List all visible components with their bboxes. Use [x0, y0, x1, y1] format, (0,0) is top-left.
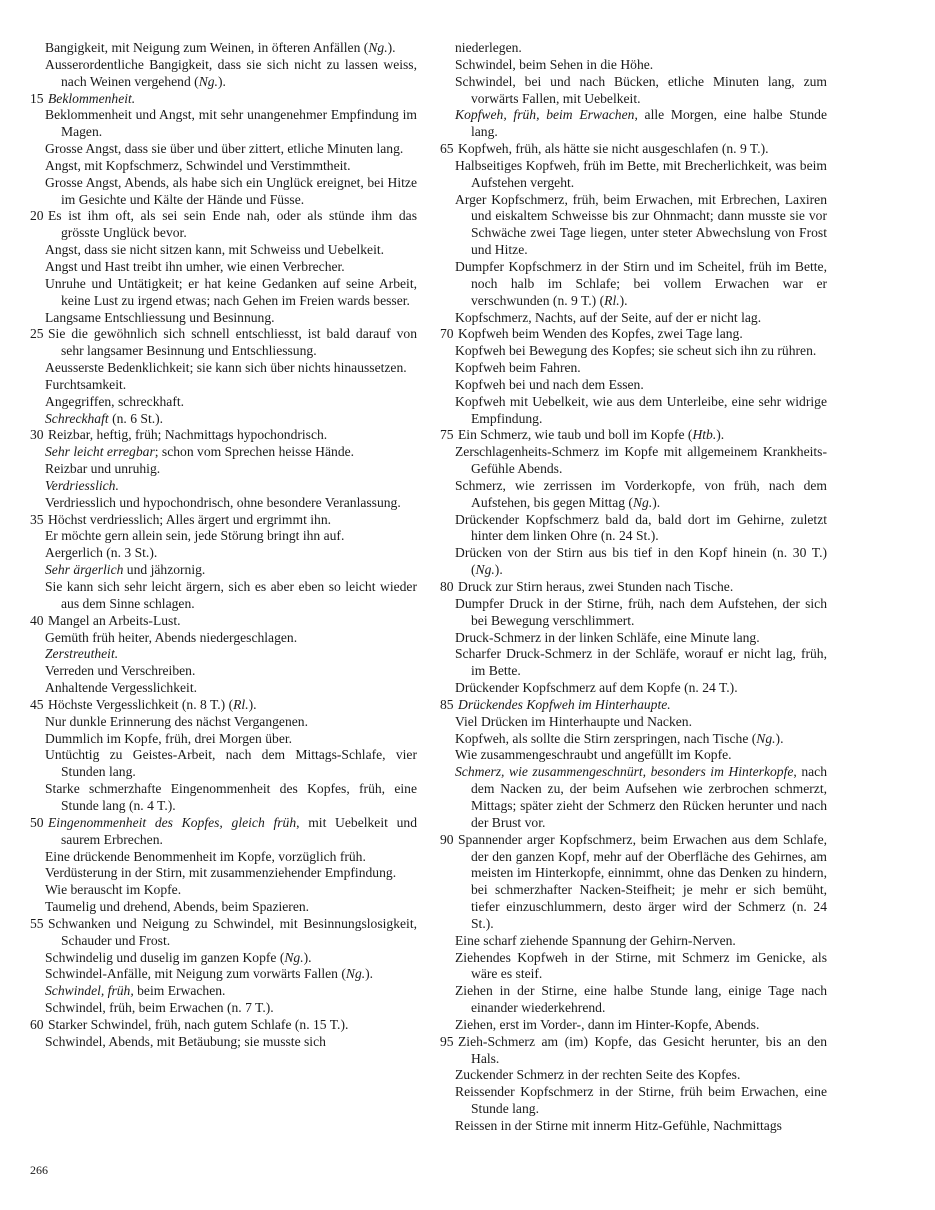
numbered-entry: [440, 141, 827, 158]
entry-text: niederlegen.: [455, 40, 522, 55]
entry-line: [440, 983, 827, 1017]
entry-line: [440, 512, 827, 546]
numbered-entry: [30, 91, 417, 108]
entry-text: Schwindel, beim Sehen in die Höhe.: [455, 56, 654, 72]
entry-number: 25: [30, 326, 44, 342]
entry-text: Scharfer Druck-Schmerz in der Schläfe, worauf er nicht lag, früh, im Bette.: [455, 646, 827, 679]
entry-number: 80: [440, 579, 454, 594]
entry-line: [440, 1084, 827, 1118]
entry-text: Furchtsamkeit.: [45, 376, 127, 392]
entry-text: Dummlich im Kopfe, früh, drei Morgen über.: [45, 730, 293, 746]
entry-text: Höchste Vergesslichkeit (n. 8 T.) (: [48, 696, 234, 712]
entry-text: beim Erwachen.: [133, 983, 226, 999]
entry-line: [30, 411, 417, 428]
entry-line: [30, 966, 417, 983]
entry-text: Schwindelig und duselig im ganzen Kopfe (: [45, 949, 285, 965]
italic-text: Ng.: [345, 966, 366, 982]
entry-text: ).: [217, 73, 226, 89]
numbered-entry: [30, 916, 417, 950]
entry-text: Kopfweh mit Uebelkeit, wie aus dem Unterleibe, eine sehr widrige Empfindung.: [455, 393, 827, 426]
entry-text: Kopfweh beim Fahren.: [455, 360, 581, 376]
entry-line: [30, 310, 417, 327]
entry-line: [440, 74, 827, 108]
entry-text: Mangel an Arbeits-Lust.: [48, 612, 181, 628]
entry-text: Aeusserste Bedenklichkeit; sie kann sich über nichts hinaussetzen.: [45, 360, 407, 376]
entry-text: Eine scharf ziehende Spannung der Gehirn-Nerven.: [455, 932, 736, 948]
entry-text: , nach dem Nacken zu, der beim Aufsehen wie zerbrochen schmerzt, Mittags; später zieht der Schmerz den Rücken herunter und nach der Brust vor.: [471, 764, 827, 830]
entry-text: Ziehen in der Stirne, eine halbe Stunde lang, einige Tage nach einander wiederkehrend.: [455, 983, 827, 1016]
entry-line: [440, 747, 827, 764]
entry-line: [440, 680, 827, 697]
entry-text: Reizbar und unruhig.: [45, 461, 161, 477]
numbered-entry: [30, 427, 417, 444]
entry-text: Zieh-Schmerz am (im) Kopfe, das Gesicht herunter, bis an den Hals.: [458, 1033, 827, 1066]
italic-text: Schwindel, früh,: [45, 983, 134, 999]
entry-text: Reissender Kopfschmerz in der Stirne, früh beim Erwachen, eine Stunde lang.: [455, 1084, 827, 1117]
numbered-entry: [30, 208, 417, 242]
entry-line: [30, 40, 417, 57]
entry-number: 70: [440, 326, 454, 342]
numbered-entry: [440, 427, 827, 444]
italic-text: Ng.: [632, 494, 653, 510]
right-column: [440, 40, 827, 1135]
entry-line: [30, 899, 417, 916]
entry-line: [30, 259, 417, 276]
entry-text: Kopfweh, früh, als hätte sie nicht ausgeschlafen (n. 9 T.).: [458, 141, 769, 157]
entry-line: [30, 579, 417, 613]
entry-text: Halbseitiges Kopfweh, früh im Bette, mit Brecherlichkeit, was beim Aufstehen vergeht.: [455, 157, 827, 190]
entry-text: ).: [716, 427, 725, 443]
numbered-entry: [30, 326, 417, 360]
entry-text: Zerschlagenheits-Schmerz im Kopfe mit allgemeinem Krankheits-Gefühle Abends.: [455, 444, 827, 477]
entry-text: Eine drückende Benommenheit im Kopfe, vorzüglich früh.: [45, 848, 366, 864]
entry-line: [30, 528, 417, 545]
entry-line: [30, 394, 417, 411]
entry-number: 90: [440, 831, 454, 847]
entry-text: Wie zusammengeschraubt und angefüllt im Kopfe.: [455, 747, 732, 763]
entry-text: Schwindel, früh, beim Erwachen (n. 7 T.).: [45, 1000, 274, 1016]
italic-text: Schreckhaft: [45, 410, 109, 426]
entry-line: [30, 276, 417, 310]
entry-text: ; schon vom Sprechen heisse Hände.: [154, 444, 355, 460]
entry-line: [440, 57, 827, 74]
entry-line: [440, 630, 827, 647]
entry-line: [30, 714, 417, 731]
entry-line: [440, 764, 827, 831]
entry-text: Untüchtig zu Geistes-Arbeit, nach dem Mittags-Schlafe, vier Stunden lang.: [45, 747, 417, 780]
entry-line: [30, 562, 417, 579]
entry-text: Drücken von der Stirn aus bis tief in den Kopf hinein (n. 30 T.) (: [455, 545, 827, 578]
entry-line: [30, 444, 417, 461]
entry-text: Verdüsterung in der Stirn, mit zusammenziehender Empfindung.: [45, 865, 397, 881]
entry-text: Es ist ihm oft, als sei sein Ende nah, oder als stünde ihm das grösste Unglück bevor.: [48, 208, 417, 241]
entry-text: Angegriffen, schreckhaft.: [45, 393, 185, 409]
entry-line: [440, 192, 827, 259]
entry-line: [30, 478, 417, 495]
entry-line: [30, 1000, 417, 1017]
entry-line: [440, 343, 827, 360]
entry-text: Kopfschmerz, Nachts, auf der Seite, auf der er nicht lag.: [455, 309, 762, 325]
entry-line: [30, 461, 417, 478]
entry-text: Ein Schmerz, wie taub und boll im Kopfe (: [458, 427, 693, 443]
entry-line: [30, 865, 417, 882]
entry-line: [30, 630, 417, 647]
italic-text: Drückendes Kopfweh im Hinterhaupte.: [458, 696, 671, 712]
entry-line: [440, 596, 827, 630]
entry-text: Zuckender Schmerz in der rechten Seite des Kopfes.: [455, 1067, 741, 1083]
entry-text: Reizbar, heftig, früh; Nachmittags hypochondrisch.: [48, 427, 328, 443]
entry-line: [30, 747, 417, 781]
entry-line: [440, 950, 827, 984]
italic-text: Ng.: [475, 562, 495, 578]
entry-line: [30, 141, 417, 158]
entry-number: 35: [30, 511, 44, 527]
entry-number: 75: [440, 427, 454, 443]
entry-text: Unruhe und Untätigkeit; er hat keine Gedanken auf seine Arbeit, keine Lust zu irgend etwas; nach Gehen im Freien wards besser.: [45, 275, 417, 308]
entry-line: [30, 849, 417, 866]
entry-line: [440, 1118, 827, 1135]
numbered-entry: [30, 697, 417, 714]
entry-line: [440, 1017, 827, 1034]
entry-line: [30, 175, 417, 209]
entry-number: 95: [440, 1033, 454, 1049]
entry-line: [30, 950, 417, 967]
entry-text: Schwindel, bei und nach Bücken, etliche Minuten lang, zum vorwärts Fallen, mit Uebelkeit.: [455, 73, 827, 106]
entry-text: ).: [652, 494, 661, 510]
italic-text: Eingenommenheit des Kopfes, gleich früh: [48, 814, 297, 830]
entry-text: Aergerlich (n. 3 St.).: [45, 545, 158, 561]
entry-line: [30, 545, 417, 562]
entry-text: Langsame Entschliessung und Besinnung.: [45, 309, 275, 325]
entry-text: Schwindel-Anfälle, mit Neigung zum vorwärts Fallen (: [45, 966, 346, 982]
entry-text: Drückender Kopfschmerz bald da, bald dort im Gehirne, zuletzt hinter dem linken Ohre (n. 24 St.).: [455, 511, 827, 544]
entry-line: [30, 646, 417, 663]
entry-text: , alle Morgen, eine halbe Stunde lang.: [471, 107, 828, 140]
entry-text: Beklommenheit und Angst, mit sehr unangenehmer Empfindung im Magen.: [45, 107, 417, 140]
entry-text: ).: [387, 40, 396, 55]
italic-text: Zerstreutheit.: [45, 646, 119, 662]
italic-text: Ng.: [756, 730, 776, 746]
numbered-entry: [30, 1017, 417, 1034]
numbered-entry: [30, 815, 417, 849]
entry-number: 40: [30, 612, 44, 628]
entry-line: [440, 731, 827, 748]
entry-number: 50: [30, 814, 44, 830]
entry-text: Schwindel, Abends, mit Betäubung; sie musste sich: [45, 1033, 326, 1049]
italic-text: Ng.: [198, 73, 218, 89]
italic-text: Rl.: [233, 696, 249, 712]
numbered-entry: [440, 832, 827, 933]
entry-text: Gemüth früh heiter, Abends niedergeschlagen.: [45, 629, 298, 645]
entry-text: Dumpfer Kopfschmerz in der Stirn und im Scheitel, früh im Bette, noch halb im Schlafe; bei vollem Erwachen war er verschwunden (n. 9 T.) (: [455, 258, 827, 308]
entry-text: ).: [619, 292, 628, 308]
numbered-entry: [440, 1034, 827, 1068]
entry-line: [30, 983, 417, 1000]
italic-text: Rl.: [604, 292, 620, 308]
entry-line: [440, 714, 827, 731]
entry-text: Ziehen, erst im Vorder-, dann im Hinter-Kopfe, Abends.: [455, 1016, 760, 1032]
entry-line: [30, 680, 417, 697]
entry-line: [440, 40, 827, 57]
entry-number: 60: [30, 1016, 44, 1032]
entry-line: [30, 663, 417, 680]
entry-line: [30, 377, 417, 394]
entry-text: Angst, mit Kopfschmerz, Schwindel und Verstimmtheit.: [45, 157, 351, 173]
entry-line: [30, 158, 417, 175]
entry-line: [440, 1067, 827, 1084]
entry-text: Starke schmerzhafte Eingenommenheit des Kopfes, früh, eine Stunde lang (n. 4 T.).: [45, 781, 417, 813]
entry-text: Ziehendes Kopfweh in der Stirne, mit Schmerz im Genicke, als wäre es steif.: [455, 949, 827, 982]
entry-text: Grosse Angst, Abends, als habe sich ein Unglück ereignet, bei Hitze im Gesichte und Kälte der Hände und Füsse.: [45, 174, 417, 207]
entry-text: und jähzornig.: [123, 562, 206, 578]
entry-text: Wie berauscht im Kopfe.: [45, 882, 182, 898]
entry-line: [440, 394, 827, 428]
entry-text: Nur dunkle Erinnerung des nächst Vergangenen.: [45, 713, 308, 729]
entry-number: 65: [440, 141, 454, 157]
entry-line: [30, 107, 417, 141]
entry-number: 45: [30, 696, 44, 712]
numbered-entry: [440, 326, 827, 343]
entry-line: [440, 933, 827, 950]
entry-number: 30: [30, 427, 44, 443]
entry-text: ).: [248, 696, 257, 712]
entry-text: (n. 6 St.).: [108, 410, 164, 426]
entry-line: [30, 495, 417, 512]
entry-text: ).: [775, 730, 784, 746]
entry-text: Er möchte gern allein sein, jede Störung bringt ihn auf.: [45, 528, 345, 544]
entry-line: [440, 310, 827, 327]
entry-text: Ausserordentliche Bangigkeit, dass sie sich nicht zu lassen weiss, nach Weinen vergehend (: [45, 56, 417, 89]
italic-text: Kopfweh, früh, beim Erwachen: [455, 107, 635, 123]
entry-number: 20: [30, 208, 44, 224]
entry-text: Dumpfer Druck in der Stirne, früh, nach dem Aufstehen, der sich bei Bewegung verschlimmert.: [455, 595, 827, 628]
entry-line: [30, 57, 417, 91]
entry-line: [30, 882, 417, 899]
entry-text: Arger Kopfschmerz, früh, beim Erwachen, mit Erbrechen, Laxiren und eiskaltem Schweisse bis zur Ohnmacht; dann musste sie vor Schwäche zwei Tage liegen, unter steter Abwechslung von Frost und Hitze.: [455, 191, 827, 258]
entry-text: Druck-Schmerz in der linken Schläfe, eine Minute lang.: [455, 629, 760, 645]
entry-number: 15: [30, 90, 44, 106]
italic-text: Htb.: [692, 427, 717, 443]
entry-line: [30, 360, 417, 377]
numbered-entry: [30, 613, 417, 630]
entry-line: [30, 731, 417, 748]
entry-line: [440, 444, 827, 478]
entry-text: Kopfweh bei und nach dem Essen.: [455, 376, 644, 392]
entry-line: [30, 1034, 417, 1051]
entry-line: [30, 781, 417, 815]
entry-line: [440, 545, 827, 579]
entry-text: Verdriesslich und hypochondrisch, ohne besondere Veranlassung.: [45, 494, 401, 510]
page-number: 266: [30, 1163, 48, 1177]
entry-line: [440, 259, 827, 310]
italic-text: Beklommenheit.: [48, 90, 136, 106]
entry-number: 85: [440, 696, 454, 712]
entry-text: Höchst verdriesslich; Alles ärgert und ergrimmt ihn.: [48, 511, 332, 527]
entry-text: Sie die gewöhnlich sich schnell entschliesst, ist bald darauf von sehr langsamer Besinnung und Entschliessung.: [48, 326, 417, 359]
entry-line: [30, 242, 417, 259]
entry-text: Schwanken und Neigung zu Schwindel, mit Besinnungslosigkeit, Schauder und Frost.: [48, 915, 417, 948]
entry-line: [440, 158, 827, 192]
entry-text: , mit Uebelkeit und saurem Erbrechen.: [61, 814, 417, 847]
entry-text: Schmerz, wie zerrissen im Vorderkopfe, von früh, nach dem Aufstehen, bis gegen Mittag (: [455, 477, 827, 510]
italic-text: Verdriesslich.: [45, 477, 119, 493]
entry-text: Druck zur Stirn heraus, zwei Stunden nach Tische.: [458, 579, 734, 594]
entry-line: [440, 360, 827, 377]
numbered-entry: [30, 512, 417, 529]
entry-line: [440, 107, 827, 141]
entry-text: Grosse Angst, dass sie über und über zittert, etliche Minuten lang.: [45, 141, 404, 157]
entry-text: ).: [494, 562, 503, 578]
entry-line: [440, 377, 827, 394]
italic-text: Sehr ärgerlich: [45, 562, 124, 578]
entry-text: Sie kann sich sehr leicht ärgern, sich es aber eben so leicht wieder aus dem Sinne schlagen.: [45, 579, 417, 611]
entry-text: Kopfweh beim Wenden des Kopfes, zwei Tage lang.: [458, 326, 743, 342]
italic-text: Ng.: [368, 40, 388, 55]
italic-text: Sehr leicht erregbar: [45, 444, 155, 460]
entry-text: ).: [365, 966, 374, 982]
entry-text: Anhaltende Vergesslichkeit.: [45, 680, 198, 696]
entry-line: [440, 646, 827, 680]
entry-text: Taumelig und drehend, Abends, beim Spazieren.: [45, 899, 310, 915]
entry-text: Bangigkeit, mit Neigung zum Weinen, in öfteren Anfällen (: [45, 40, 369, 55]
entry-number: 55: [30, 915, 44, 931]
italic-text: Schmerz, wie zusammengeschnürt, besonders im Hinterkopfe: [455, 764, 794, 780]
entry-text: Angst und Hast treibt ihn umher, wie einen Verbrecher.: [45, 258, 345, 274]
entry-line: [440, 478, 827, 512]
left-column: [30, 40, 417, 1051]
italic-text: Ng.: [284, 949, 304, 965]
numbered-entry: [440, 579, 827, 596]
entry-text: Angst, dass sie nicht sitzen kann, mit Schweiss und Uebelkeit.: [45, 242, 385, 258]
entry-text: ).: [303, 949, 312, 965]
numbered-entry: [440, 697, 827, 714]
entry-text: Spannender arger Kopfschmerz, beim Erwachen aus dem Schlafe, der den ganzen Kopf, mehr auf der Oberfläche des Gehirnes, am meisten im Hinterkopfe, einnimmt, ohne das Denken zu hindern, bei schmerzhafter Nacken-Steifheit; je mehr er sich bemüht, tiefer einzuschlummern, desto ärger wird der Schmerz (n. 24 St.).: [458, 831, 827, 931]
entry-text: Viel Drücken im Hinterhaupte und Nacken.: [455, 713, 692, 729]
entry-text: Starker Schwindel, früh, nach gutem Schlafe (n. 15 T.).: [48, 1016, 349, 1032]
entry-text: Kopfweh, als sollte die Stirn zerspringen, nach Tische (: [455, 730, 757, 746]
entry-text: Drückender Kopfschmerz auf dem Kopfe (n. 24 T.).: [455, 680, 738, 696]
entry-text: Reissen in der Stirne mit innerm Hitz-Gefühle, Nachmittags: [455, 1118, 782, 1133]
entry-text: Verreden und Verschreiben.: [45, 663, 196, 679]
entry-text: Kopfweh bei Bewegung des Kopfes; sie scheut sich ihn zu rühren.: [455, 343, 817, 359]
